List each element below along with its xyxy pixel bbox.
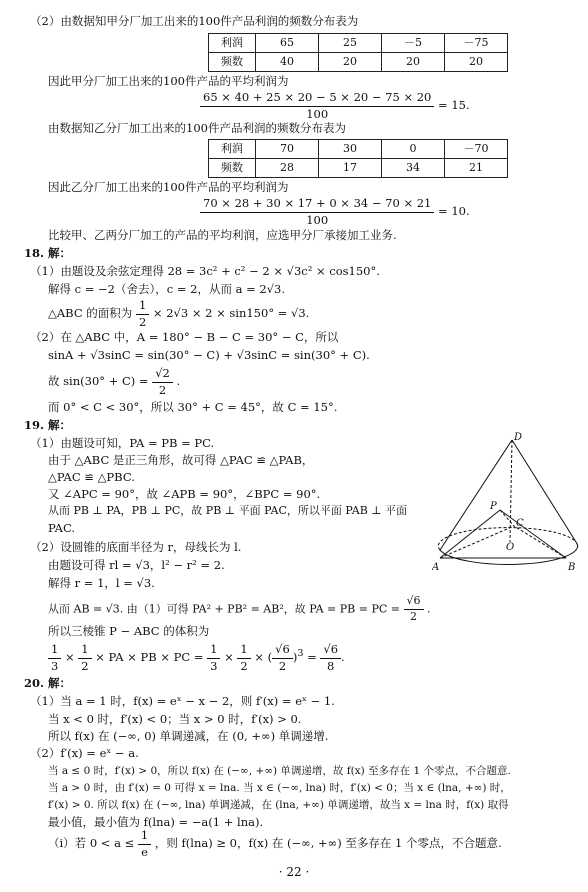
label-o: O: [506, 542, 515, 553]
q19-p2-line5: 所以三棱锥 P − ABC 的体积为: [48, 624, 210, 638]
fraction: [404, 594, 424, 625]
table-header-cell: 频数: [209, 53, 256, 72]
fraction: [136, 298, 149, 330]
label-b: B: [568, 562, 576, 573]
label-d: D: [514, 432, 523, 443]
avg-formula-a: [200, 90, 470, 122]
q19-p2-line1: （2）设圆锥的底面半径为 r，母线长为 l.: [30, 540, 242, 554]
fraction: [272, 642, 293, 674]
avg-text-a: 因此甲分厂加工出来的100件产品的平均利润为: [48, 74, 289, 88]
exponent: 3: [297, 648, 304, 660]
q18-p1-line1: （1）由题设及余弦定理得 28 = 3c² + c² − 2 × √3c² × cos150°.: [30, 264, 380, 278]
label-a: A: [432, 562, 440, 573]
fraction: [320, 642, 341, 674]
table-cell: 30: [319, 140, 382, 159]
fraction-denominator: 3: [210, 658, 218, 673]
table-cell: 20: [319, 53, 382, 72]
text: （ⅰ）若 0 < a ≤: [48, 836, 135, 851]
q19-p1-line5: 从而 PB ⊥ PA，PB ⊥ PC，故 PB ⊥ 平面 PAC，所以平面 PAB ⊥ 平面: [48, 504, 408, 517]
fraction-denominator: 2: [240, 658, 248, 673]
q20-p2-line4: f′(x) > 0. 所以 f(x) 在 (−∞, lna) 单调递减，在 (lna, +∞) 单调递增，故当 x = lna 时，f(x) 取得: [48, 799, 509, 811]
q18-p2-line4: 而 0° < C < 30°，所以 30° + C = 45°，故 C = 15°.: [48, 400, 338, 414]
table-cell: 21: [445, 159, 508, 178]
table-cell: 20: [382, 53, 445, 72]
fraction-denominator: 2: [410, 609, 417, 623]
fraction-denominator: 100: [306, 212, 329, 227]
q18-heading: 18. 解：: [24, 246, 72, 260]
page-number: · 22 ·: [278, 865, 310, 879]
fraction-denominator: 2: [278, 658, 287, 673]
label-p: P: [490, 501, 497, 512]
fraction-denominator: 3: [51, 658, 59, 673]
fraction-numerator: √6: [320, 642, 341, 659]
q19-p2-line2: 由题设可得 rl = √3，l² − r² = 2.: [48, 558, 225, 572]
fraction-numerator: 1: [48, 642, 61, 659]
fraction: [78, 642, 91, 674]
formula-result: = 10.: [438, 204, 470, 219]
fraction-denominator: 8: [327, 658, 335, 673]
table-header-cell: 利润: [209, 140, 256, 159]
q18-p1-line3: [48, 298, 309, 330]
edge-pc: [500, 510, 514, 526]
cone-generatrix-left: [440, 440, 512, 550]
formula-result: = 15.: [438, 98, 470, 113]
q19-p1-line2: 由于 △ABC 是正三角形，故可得 △PAC ≌ △PAB，: [48, 453, 314, 467]
table-row: [209, 53, 508, 72]
table-cell: 70: [256, 140, 319, 159]
table-cell: 0: [382, 140, 445, 159]
q20-p2-line6: [48, 828, 502, 860]
fraction-numerator: 1: [78, 642, 91, 659]
q20-p1-line2: 当 x < 0 时，f′(x) < 0；当 x > 0 时，f′(x) > 0.: [48, 712, 302, 726]
fraction-numerator: 1: [138, 828, 151, 845]
table-row: [209, 159, 508, 178]
fraction-denominator: 100: [306, 106, 329, 121]
conclusion: 比较甲、乙两分厂加工的产品的平均利润，应选甲分厂承接加工业务.: [48, 228, 397, 242]
table-cell: －5: [382, 34, 445, 53]
fraction: [237, 642, 250, 674]
fraction: [48, 642, 61, 674]
fraction: [200, 196, 434, 228]
q20-p2-line1: （2）f′(x) = eˣ − a.: [30, 746, 139, 760]
text: △ABC 的面积为: [48, 306, 133, 321]
table-cell: 17: [319, 159, 382, 178]
text: .: [176, 374, 181, 389]
q20-heading: 20. 解：: [24, 676, 72, 690]
fraction-numerator: √2: [152, 366, 173, 383]
q19-p2-line4: [48, 594, 431, 625]
cone-figure: [432, 430, 582, 576]
edge-pa: [440, 510, 500, 558]
fraction-denominator: 2: [158, 382, 167, 397]
table-header-cell: 利润: [209, 34, 256, 53]
text: × PA × PB × PC =: [95, 650, 204, 665]
q20-p1-line3: 所以 f(x) 在 (−∞, 0) 单调递减，在 (0, +∞) 单调递增.: [48, 729, 329, 743]
q20-p1-line1: （1）当 a = 1 时，f(x) = eˣ − x − 2，则 f′(x) = eˣ − 1.: [30, 694, 335, 708]
avg-text-b: 因此乙分厂加工出来的100件产品的平均利润为: [48, 180, 289, 194]
text: .: [427, 602, 431, 616]
fraction-numerator: 65 × 40 + 25 × 20 − 5 × 20 − 75 × 20: [200, 90, 434, 107]
table-row: [209, 140, 508, 159]
q20-p2-line3: 当 a > 0 时，由 f′(x) = 0 可得 x = lna. 当 x ∈ (−∞, lna) 时，f′(x) < 0；当 x ∈ (lna, +∞) 时，: [48, 782, 511, 794]
table-cell: 20: [445, 53, 508, 72]
text: × 2√3 × 2 × sin150° = √3.: [152, 306, 310, 321]
fraction-numerator: 1: [237, 642, 250, 659]
text: ，则 f(lna) ≥ 0，f(x) 在 (−∞, +∞) 至多存在 1 个零点，不合题意.: [154, 836, 502, 851]
freq-table-a: [208, 33, 508, 72]
q19-p1-line6: PAC.: [48, 521, 76, 535]
fraction-denominator: 2: [138, 314, 147, 329]
text: 从而 AB = √3. 由（1）可得 PA² + PB² = AB²，故 PA = PB = PC =: [48, 602, 400, 616]
table-cell: －70: [445, 140, 508, 159]
fraction-denominator: 2: [81, 658, 89, 673]
q18-p2-line1: （2）在 △ABC 中，A = 180° − B − C = 30° − C，所以: [30, 330, 339, 344]
q20-p2-line2: 当 a ≤ 0 时，f′(x) > 0，所以 f(x) 在 (−∞, +∞) 单调递增，故 f(x) 至多存在 1 个零点，不合题意.: [48, 765, 511, 777]
fraction: [138, 828, 151, 860]
text: 故 sin(30° + C) =: [48, 374, 149, 389]
fraction: [207, 642, 220, 674]
q19-p1-line1: （1）由题设可知，PA = PB = PC.: [30, 436, 215, 450]
fraction-numerator: √6: [272, 642, 293, 659]
part2-intro-b: 由数据知乙分厂加工出来的100件产品利润的频数分布表为: [48, 121, 346, 135]
edge-ac: [440, 526, 514, 558]
fraction-numerator: √6: [404, 594, 424, 610]
table-cell: 40: [256, 53, 319, 72]
q18-p2-line3: [48, 366, 180, 398]
fraction-numerator: 1: [136, 298, 149, 315]
fraction: [152, 366, 173, 398]
q19-p1-line4: 又 ∠APC = 90°，故 ∠APB = 90°，∠BPC = 90°.: [48, 487, 321, 501]
label-c: C: [516, 518, 524, 529]
table-cell: 28: [256, 159, 319, 178]
q19-heading: 19. 解：: [24, 418, 72, 432]
table-header-cell: 频数: [209, 159, 256, 178]
q19-volume-formula: $\frac{1}{3}$ × $\frac{1}{2}$ × PA × PB × PC = $\frac{1}{3}$ × $\frac{1}{2}$ × ( $\frac{√6}{2}$ )$^3$ = $\frac{√6}{8}$ .: [48, 642, 345, 674]
q19-p2-line3: 解得 r = 1，l = √3.: [48, 576, 155, 590]
table-cell: －75: [445, 34, 508, 53]
freq-table-b: [208, 139, 508, 178]
part2-intro-a: （2）由数据知甲分厂加工出来的100件产品利润的频数分布表为: [30, 14, 359, 28]
q19-p1-line3: △PAC ≌ △PBC.: [48, 470, 135, 484]
table-cell: 34: [382, 159, 445, 178]
cone-axis: [510, 440, 512, 542]
q18-p1-line2: 解得 c = −2（舍去），c = 2，从而 a = 2√3.: [48, 282, 286, 296]
q18-p2-line2: sinA + √3sinC = sin(30° − C) + √3sinC = sin(30° + C).: [48, 348, 370, 362]
q20-p2-line5: 最小值，最小值为 f(lna) = −a(1 + lna).: [48, 815, 264, 829]
fraction: [200, 90, 434, 122]
table-cell: 65: [256, 34, 319, 53]
avg-formula-b: [200, 196, 470, 228]
table-cell: 25: [319, 34, 382, 53]
fraction-denominator: e: [141, 844, 148, 859]
fraction-numerator: 70 × 28 + 30 × 17 + 0 × 34 − 70 × 21: [200, 196, 434, 213]
fraction-numerator: 1: [207, 642, 220, 659]
table-row: [209, 34, 508, 53]
edge-bc: [514, 526, 566, 558]
